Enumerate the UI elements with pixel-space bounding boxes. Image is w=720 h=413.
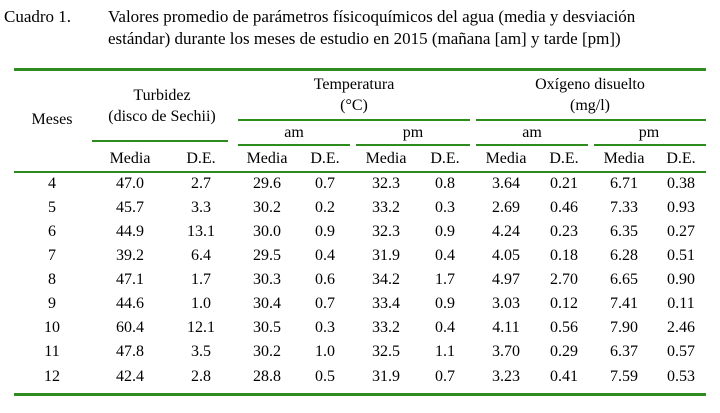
- cell-oxy-pm-media: 7.90: [610, 319, 638, 336]
- cell-temp-pm-de: 1.1: [435, 343, 455, 360]
- cell-temp-pm-media: 33.4: [372, 295, 400, 312]
- cell-oxy-pm-de: 2.46: [667, 319, 695, 336]
- cell-turbidez-de: 1.0: [191, 295, 211, 312]
- turbidez-media-header: Media: [109, 150, 151, 167]
- header-oxigeno-unit: (mg/l): [570, 97, 610, 114]
- cell-oxy-am-media: 4.97: [492, 271, 520, 288]
- cell-temp-pm-media: 32.5: [372, 343, 400, 360]
- cell-temp-pm-media: 33.2: [372, 199, 400, 216]
- cell-oxy-am-media: 3.23: [492, 368, 520, 385]
- cell-temp-pm-media: 31.9: [372, 368, 400, 385]
- header-meses: Meses: [31, 111, 73, 128]
- cell-mes: 10: [44, 319, 60, 336]
- cell-temp-pm-media: 33.2: [372, 319, 400, 336]
- cell-temp-pm-de: 1.7: [435, 271, 455, 288]
- cell-oxy-am-media: 4.11: [492, 319, 520, 336]
- cell-temp-pm-de: 0.4: [435, 247, 455, 264]
- cell-oxy-pm-media: 7.59: [610, 368, 638, 385]
- cell-mes: 4: [48, 175, 56, 192]
- cell-turbidez-de: 12.1: [187, 319, 215, 336]
- temperatura-underline: [238, 119, 470, 121]
- cell-temp-am-media: 30.5: [253, 319, 281, 336]
- cell-oxy-am-de: 0.18: [550, 247, 578, 264]
- caption-label: Cuadro 1.: [4, 7, 72, 26]
- caption-line-2: estándar) durante los meses de estudio en 2015 (mañana [am] y tarde [pm]): [108, 29, 621, 48]
- cell-oxy-am-de: 0.23: [550, 223, 578, 240]
- cell-oxy-am-de: 0.29: [550, 343, 578, 360]
- cell-oxy-pm-de: 0.53: [667, 368, 695, 385]
- cell-oxy-pm-de: 0.57: [667, 343, 695, 360]
- cell-oxy-am-media: 3.03: [492, 295, 520, 312]
- cell-turbidez-media: 47.1: [116, 271, 144, 288]
- cell-oxy-am-de: 0.41: [550, 368, 578, 385]
- cell-temp-am-de: 1.0: [315, 343, 335, 360]
- cell-oxy-pm-media: 6.71: [610, 175, 638, 192]
- header-temperatura: Temperatura: [313, 76, 395, 93]
- header-oxigeno: Oxígeno disuelto: [535, 76, 645, 93]
- oxy-am-media-header: Media: [485, 150, 527, 167]
- temp-pm-de-header: D.E.: [430, 150, 460, 167]
- cell-oxy-am-media: 3.70: [492, 343, 520, 360]
- cell-temp-am-media: 30.2: [253, 199, 281, 216]
- cell-temp-am-de: 0.6: [315, 271, 335, 288]
- cell-oxy-am-de: 0.46: [550, 199, 578, 216]
- cell-turbidez-de: 2.8: [191, 368, 211, 385]
- temp-am-media-header: Media: [246, 150, 288, 167]
- cell-oxy-pm-media: 6.28: [610, 247, 638, 264]
- turbidez-de-header: D.E.: [186, 150, 216, 167]
- cell-turbidez-media: 44.9: [116, 223, 144, 240]
- cell-oxy-pm-media: 7.41: [610, 295, 638, 312]
- cell-oxy-am-media: 2.69: [492, 199, 520, 216]
- cell-oxy-am-media: 4.05: [492, 247, 520, 264]
- temp-pm-underline: [356, 144, 470, 146]
- cell-temp-am-media: 30.4: [253, 295, 281, 312]
- temp-pm-header: pm: [402, 124, 424, 141]
- temp-pm-media-header: Media: [365, 150, 407, 167]
- header-bottom-rule: [14, 171, 706, 173]
- oxy-pm-header: pm: [638, 124, 660, 141]
- cell-temp-am-de: 0.2: [315, 199, 335, 216]
- cell-temp-am-media: 30.0: [253, 223, 281, 240]
- cell-mes: 5: [48, 199, 56, 216]
- cell-oxy-pm-de: 0.90: [667, 271, 695, 288]
- cell-oxy-pm-media: 7.33: [610, 199, 638, 216]
- cell-oxy-pm-de: 0.11: [667, 295, 695, 312]
- cell-turbidez-de: 13.1: [187, 223, 215, 240]
- cell-temp-am-de: 0.4: [315, 247, 335, 264]
- caption-line-1: Valores promedio de parámetros físicoquímicos del agua (media y desviación: [108, 7, 636, 26]
- cell-temp-pm-media: 31.9: [372, 247, 400, 264]
- header-temperatura-unit: (°C): [340, 97, 368, 114]
- cell-mes: 7: [48, 247, 56, 264]
- cell-turbidez-de: 6.4: [191, 247, 211, 264]
- cell-oxy-am-media: 3.64: [492, 175, 520, 192]
- cell-temp-pm-de: 0.9: [435, 223, 455, 240]
- cell-temp-am-media: 28.8: [253, 368, 281, 385]
- cell-temp-pm-media: 34.2: [372, 271, 400, 288]
- cell-turbidez-media: 47.0: [116, 175, 144, 192]
- cell-oxy-pm-media: 6.37: [610, 343, 638, 360]
- oxy-pm-de-header: D.E.: [666, 150, 696, 167]
- cell-temp-pm-de: 0.9: [435, 295, 455, 312]
- cell-temp-am-de: 0.9: [315, 223, 335, 240]
- cell-temp-pm-de: 0.8: [435, 175, 455, 192]
- table-caption: [4, 6, 704, 50]
- oxy-am-underline: [476, 144, 588, 146]
- cell-turbidez-de: 3.5: [191, 343, 211, 360]
- header-turbidez: Turbidez: [133, 87, 191, 104]
- cell-mes: 12: [44, 368, 60, 385]
- cell-temp-am-de: 0.3: [315, 319, 335, 336]
- cell-mes: 6: [48, 223, 56, 240]
- cell-temp-pm-de: 0.7: [435, 368, 455, 385]
- cell-oxy-pm-media: 6.65: [610, 271, 638, 288]
- cell-temp-pm-media: 32.3: [372, 175, 400, 192]
- cell-oxy-am-media: 4.24: [492, 223, 520, 240]
- cell-temp-pm-de: 0.4: [435, 319, 455, 336]
- cell-temp-am-de: 0.7: [315, 295, 335, 312]
- temp-am-underline: [238, 144, 350, 146]
- cell-temp-am-media: 30.3: [253, 271, 281, 288]
- temp-am-de-header: D.E.: [310, 150, 340, 167]
- cell-temp-am-de: 0.7: [315, 175, 335, 192]
- table-bottom-rule: [14, 393, 706, 396]
- oxy-pm-media-header: Media: [603, 150, 645, 167]
- cell-turbidez-de: 3.3: [191, 199, 211, 216]
- cell-temp-pm-media: 32.3: [372, 223, 400, 240]
- cell-mes: 11: [44, 343, 60, 360]
- cell-turbidez-media: 42.4: [116, 368, 144, 385]
- cell-turbidez-media: 60.4: [116, 319, 144, 336]
- cell-oxy-am-de: 2.70: [550, 271, 578, 288]
- header-turbidez-sub: (disco de Sechii): [108, 108, 216, 125]
- cell-oxy-pm-de: 0.27: [667, 223, 695, 240]
- cell-turbidez-de: 1.7: [191, 271, 211, 288]
- cell-turbidez-media: 39.2: [116, 247, 144, 264]
- table-top-rule: [14, 68, 706, 71]
- cell-temp-pm-de: 0.3: [435, 199, 455, 216]
- cell-oxy-am-de: 0.21: [550, 175, 578, 192]
- turbidez-underline: [92, 140, 228, 142]
- oxy-am-de-header: D.E.: [549, 150, 579, 167]
- cell-oxy-pm-de: 0.38: [667, 175, 695, 192]
- cell-mes: 8: [48, 271, 56, 288]
- cell-oxy-pm-media: 6.35: [610, 223, 638, 240]
- cell-temp-am-media: 30.2: [253, 343, 281, 360]
- cell-turbidez-de: 2.7: [191, 175, 211, 192]
- cell-mes: 9: [48, 295, 56, 312]
- cell-oxy-pm-de: 0.51: [667, 247, 695, 264]
- cell-temp-am-media: 29.6: [253, 175, 281, 192]
- temp-am-header: am: [284, 124, 304, 141]
- cell-turbidez-media: 47.8: [116, 343, 144, 360]
- oxy-am-header: am: [522, 124, 542, 141]
- cell-oxy-am-de: 0.56: [550, 319, 578, 336]
- cell-turbidez-media: 45.7: [116, 199, 144, 216]
- oxigeno-underline: [476, 119, 706, 121]
- cell-turbidez-media: 44.6: [116, 295, 144, 312]
- oxy-pm-underline: [594, 144, 706, 146]
- cell-temp-am-de: 0.5: [315, 368, 335, 385]
- cell-temp-am-media: 29.5: [253, 247, 281, 264]
- cell-oxy-pm-de: 0.93: [667, 199, 695, 216]
- cell-oxy-am-de: 0.12: [550, 295, 578, 312]
